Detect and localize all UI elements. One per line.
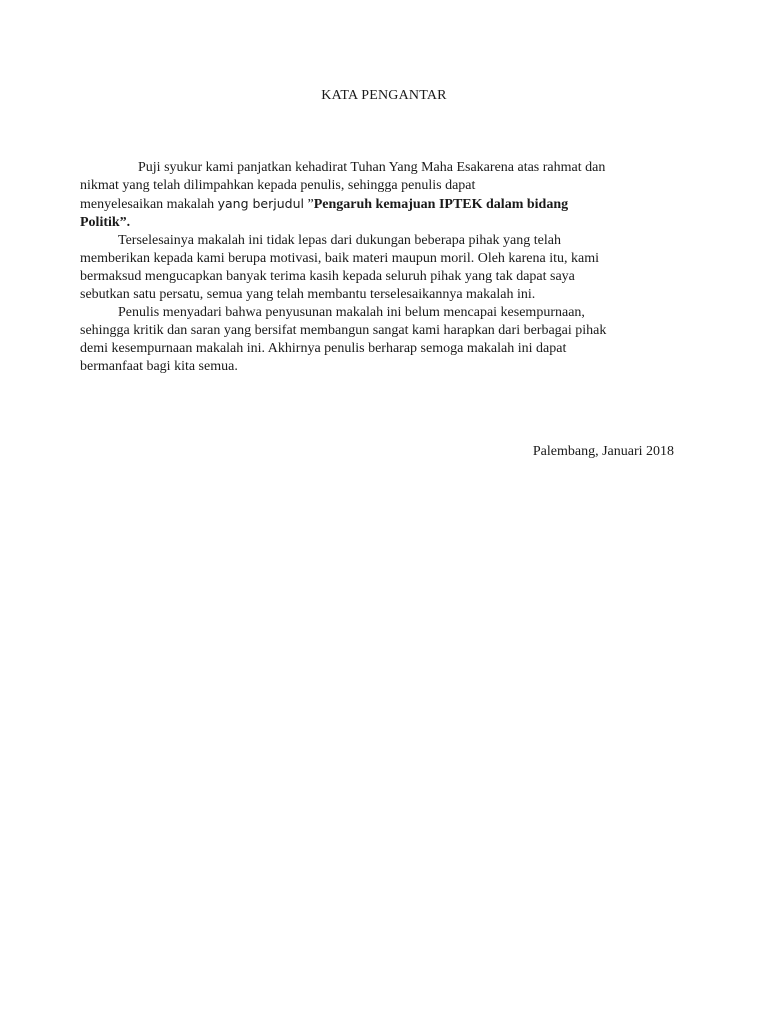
paragraph-2-line-2: memberikan kepada kami berupa motivasi, baik materi maupun moril. Oleh karena itu, kami [80, 251, 600, 266]
paragraph-1-line-3-bold: Pengaruh kemajuan IPTEK dalam bidang [313, 197, 569, 212]
paragraph-2-line-3: bermaksud mengucapkan banyak terima kasih kepada seluruh pihak yang tak dapat saya [80, 269, 575, 284]
paragraph-3-line-4: bermanfaat bagi kita semua. [80, 359, 238, 374]
document-body [80, 159, 680, 376]
paragraph-1-line-3-start: menyelesaikan makalah [80, 197, 218, 212]
paragraph-1-line-3-sans: yang berjudul [217, 196, 304, 211]
paragraph-3-line-3: demi kesempurnaan makalah ini. Akhirnya penulis berharap semoga makalah ini dapat [80, 341, 567, 356]
paragraph-1-line-4: Politik”. [80, 215, 131, 230]
paragraph-2-line-4: sebutkan satu persatu, semua yang telah membantu terselesaikannya makalah ini. [80, 287, 536, 302]
paragraph-1-line-3 [80, 195, 680, 214]
paragraph-1-line-3-quote: ” [304, 197, 314, 212]
paragraph-1-line-1: Puji syukur kami panjatkan kehadirat Tuhan Yang Maha Esakarena atas rahmat dan [138, 160, 606, 175]
paragraph-3-line-2: sehingga kritik dan saran yang bersifat membangun sangat kami harapkan dari berbagai pihak [80, 323, 607, 338]
closing-place-date: Palembang, Januari 2018 [532, 444, 674, 459]
paragraph-2-line-1: Terselesainya makalah ini tidak lepas dari dukungan beberapa pihak yang telah [118, 233, 561, 248]
paragraph-3-line-1: Penulis menyadari bahwa penyusunan makalah ini belum mencapai kesempurnaan, [118, 305, 585, 320]
paragraph-1-line-2: nikmat yang telah dilimpahkan kepada penulis, sehingga penulis dapat [80, 178, 476, 193]
page-title: KATA PENGANTAR [321, 88, 447, 103]
